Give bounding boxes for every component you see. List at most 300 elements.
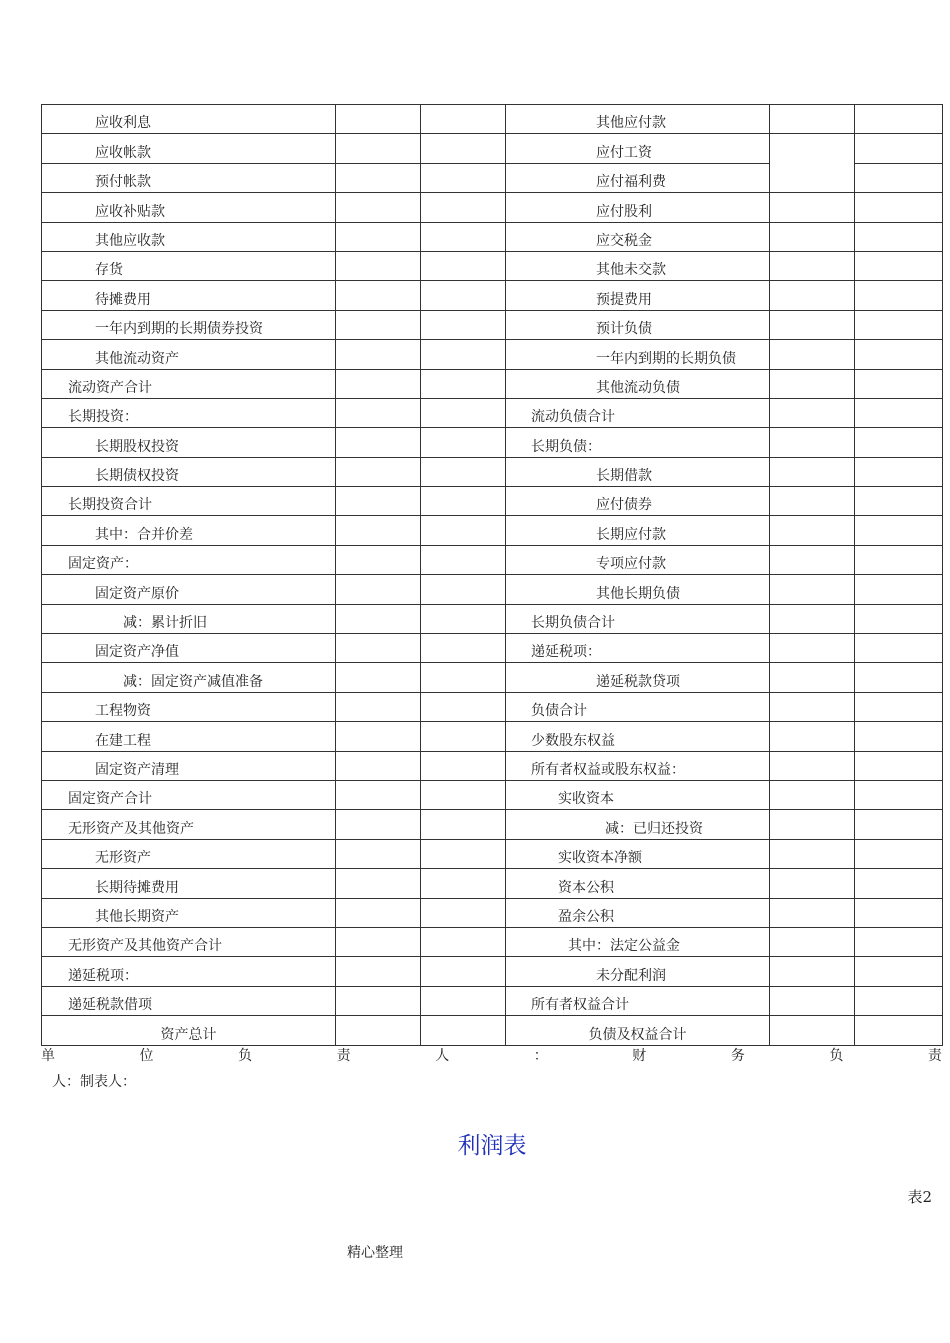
table-row	[42, 340, 943, 369]
liability-item-label: 预提费用	[596, 291, 652, 308]
table-row	[42, 869, 943, 898]
asset-value-cell	[336, 751, 421, 780]
asset-value-cell	[421, 134, 506, 163]
liability-value-cell	[770, 105, 855, 134]
asset-value-cell	[421, 751, 506, 780]
asset-item-label: 固定资产：	[68, 556, 138, 573]
asset-value-cell	[336, 692, 421, 721]
asset-item-label: 长期股权投资	[95, 438, 179, 455]
liability-item-cell	[506, 780, 770, 809]
asset-value-cell	[421, 604, 506, 633]
liability-value-cell	[855, 898, 943, 927]
table-row	[42, 780, 943, 809]
table-row	[42, 927, 943, 956]
asset-value-cell	[336, 927, 421, 956]
liability-value-cell	[770, 957, 855, 986]
table-row	[42, 810, 943, 839]
liability-item-label: 一年内到期的长期负债	[596, 350, 736, 367]
asset-item-cell	[42, 428, 336, 457]
asset-value-cell	[421, 780, 506, 809]
liability-value-cell	[855, 105, 943, 134]
asset-item-label: 递延税款借项	[68, 997, 152, 1014]
liability-value-cell	[770, 575, 855, 604]
asset-item-cell	[42, 957, 336, 986]
liability-item-label: 减：已归还投资	[605, 820, 703, 837]
asset-item-cell	[42, 457, 336, 486]
liability-item-label: 其中：法定公益金	[568, 938, 680, 955]
liability-item-label: 实收资本	[558, 791, 614, 808]
liability-item-cell	[506, 398, 770, 427]
asset-value-cell	[421, 692, 506, 721]
asset-value-cell	[421, 957, 506, 986]
liability-value-cell	[770, 310, 855, 339]
asset-item-cell	[42, 986, 336, 1015]
asset-item-cell	[42, 134, 336, 163]
liability-item-label: 盈余公积	[558, 908, 614, 925]
liability-value-cell	[855, 722, 943, 751]
liability-item-cell	[506, 428, 770, 457]
asset-value-cell	[336, 105, 421, 134]
asset-value-cell	[421, 193, 506, 222]
asset-value-cell	[421, 545, 506, 574]
liability-item-label: 应交税金	[596, 232, 652, 249]
table-row	[42, 634, 943, 663]
liability-item-cell	[506, 722, 770, 751]
asset-value-cell	[421, 310, 506, 339]
liability-value-cell	[855, 487, 943, 516]
liability-value-cell	[770, 369, 855, 398]
table-row	[42, 398, 943, 427]
table-row	[42, 134, 943, 163]
asset-item-cell	[42, 722, 336, 751]
asset-item-cell	[42, 839, 336, 868]
signature-char: 位	[139, 1048, 154, 1064]
table-row	[42, 545, 943, 574]
asset-value-cell	[421, 839, 506, 868]
table-row	[42, 957, 943, 986]
asset-item-label: 固定资产清理	[95, 761, 179, 778]
table-row	[42, 310, 943, 339]
liability-item-label: 资本公积	[558, 879, 614, 896]
liability-item-label: 应付福利费	[596, 174, 666, 191]
asset-value-cell	[421, 369, 506, 398]
liability-value-cell	[770, 222, 855, 251]
asset-value-cell	[336, 663, 421, 692]
asset-value-cell	[336, 545, 421, 574]
asset-item-cell	[42, 898, 336, 927]
liability-item-label: 递延税款贷项	[596, 673, 680, 690]
table-row	[42, 692, 943, 721]
liability-item-cell	[506, 927, 770, 956]
asset-value-cell	[336, 722, 421, 751]
asset-value-cell	[421, 105, 506, 134]
liability-item-cell	[506, 663, 770, 692]
liability-item-label: 递延税项：	[531, 644, 601, 661]
asset-value-cell	[336, 898, 421, 927]
liability-item-label: 长期应付款	[596, 526, 666, 543]
liability-item-label: 应付债券	[596, 497, 652, 514]
table-row	[42, 281, 943, 310]
liability-value-cell	[770, 634, 855, 663]
liability-value-cell	[770, 898, 855, 927]
asset-item-cell	[42, 310, 336, 339]
asset-item-cell	[42, 105, 336, 134]
liability-value-cell	[770, 986, 855, 1015]
liability-item-cell	[506, 634, 770, 663]
liability-item-cell	[506, 134, 770, 163]
asset-item-cell	[42, 604, 336, 633]
asset-item-cell	[42, 398, 336, 427]
signature-char: 单	[41, 1048, 55, 1064]
asset-value-cell	[336, 163, 421, 192]
asset-value-cell	[421, 1016, 506, 1045]
table-row	[42, 839, 943, 868]
liability-value-cell	[770, 780, 855, 809]
liability-value-cell	[855, 222, 943, 251]
liability-item-cell	[506, 457, 770, 486]
liability-item-cell	[506, 1016, 770, 1045]
table-row	[42, 663, 943, 692]
asset-item-cell	[42, 281, 336, 310]
liability-value-cell	[855, 398, 943, 427]
liability-value-cell	[770, 398, 855, 427]
asset-item-label: 预付帐款	[95, 174, 151, 191]
footer-text: 精心整理	[347, 1245, 403, 1261]
liability-item-cell	[506, 604, 770, 633]
liability-value-cell	[855, 369, 943, 398]
liability-item-cell	[506, 986, 770, 1015]
liability-value-cell	[770, 193, 855, 222]
liability-value-cell	[770, 545, 855, 574]
liability-value-cell	[855, 310, 943, 339]
liability-item-cell	[506, 545, 770, 574]
signature-char: 人	[435, 1048, 450, 1064]
asset-value-cell	[421, 281, 506, 310]
liability-item-label: 预计负债	[596, 321, 652, 338]
asset-item-label: 其中：合并价差	[95, 526, 193, 543]
asset-item-cell	[42, 780, 336, 809]
signature-char: 责	[336, 1048, 351, 1064]
asset-item-label: 无形资产及其他资产	[68, 820, 194, 837]
asset-item-label: 应收补贴款	[95, 203, 165, 220]
liability-item-cell	[506, 193, 770, 222]
liability-item-cell	[506, 869, 770, 898]
asset-value-cell	[336, 810, 421, 839]
asset-item-cell	[42, 251, 336, 280]
asset-value-cell	[421, 163, 506, 192]
liability-value-cell	[770, 487, 855, 516]
liability-value-cell	[770, 251, 855, 280]
liability-item-label: 应付股利	[596, 203, 652, 220]
table-row	[42, 604, 943, 633]
table-row	[42, 487, 943, 516]
liability-value-cell	[770, 839, 855, 868]
table-row	[42, 222, 943, 251]
asset-value-cell	[336, 281, 421, 310]
asset-item-label: 固定资产原价	[95, 585, 179, 602]
liability-item-cell	[506, 487, 770, 516]
asset-value-cell	[421, 986, 506, 1015]
liability-item-label: 长期负债：	[531, 438, 601, 455]
liability-value-cell	[855, 869, 943, 898]
liability-value-cell	[770, 722, 855, 751]
liability-value-cell	[855, 634, 943, 663]
asset-value-cell	[421, 898, 506, 927]
liability-value-cell	[855, 663, 943, 692]
table-row	[42, 105, 943, 134]
liability-value-cell	[855, 457, 943, 486]
asset-value-cell	[336, 604, 421, 633]
table-row	[42, 251, 943, 280]
liability-value-cell	[855, 428, 943, 457]
liability-value-cell	[770, 134, 855, 193]
liability-value-cell	[855, 986, 943, 1015]
asset-item-label: 减：累计折旧	[123, 615, 207, 632]
asset-item-label: 其他长期资产	[95, 908, 179, 925]
signature-line	[41, 1045, 942, 1065]
asset-item-label: 固定资产合计	[68, 791, 152, 808]
asset-value-cell	[336, 310, 421, 339]
asset-item-label: 应收帐款	[95, 144, 151, 161]
liability-item-label: 应付工资	[596, 144, 652, 161]
table-row	[42, 193, 943, 222]
asset-item-label: 资产总计	[160, 1026, 217, 1043]
asset-item-cell	[42, 516, 336, 545]
liability-value-cell	[770, 281, 855, 310]
liability-value-cell	[855, 839, 943, 868]
asset-value-cell	[336, 516, 421, 545]
liability-item-cell	[506, 839, 770, 868]
asset-item-cell	[42, 692, 336, 721]
asset-value-cell	[421, 663, 506, 692]
asset-item-label: 长期债权投资	[95, 468, 179, 485]
liability-item-cell	[506, 751, 770, 780]
liability-item-cell	[506, 898, 770, 927]
signature-char: 财	[632, 1048, 647, 1064]
liability-value-cell	[855, 251, 943, 280]
table-row	[42, 898, 943, 927]
asset-value-cell	[421, 575, 506, 604]
table-row	[42, 986, 943, 1015]
table-row	[42, 722, 943, 751]
liability-value-cell	[770, 663, 855, 692]
asset-item-label: 递延税项：	[68, 967, 138, 984]
table-row	[42, 1016, 943, 1045]
liability-item-cell	[506, 222, 770, 251]
asset-item-label: 流动资产合计	[68, 379, 152, 396]
liability-item-label: 所有者权益或股东权益：	[531, 761, 685, 778]
asset-item-cell	[42, 369, 336, 398]
asset-value-cell	[421, 222, 506, 251]
liability-item-label: 流动负债合计	[531, 409, 615, 426]
asset-value-cell	[336, 869, 421, 898]
liability-value-cell	[855, 927, 943, 956]
liability-value-cell	[855, 163, 943, 192]
asset-item-cell	[42, 340, 336, 369]
asset-item-cell	[42, 487, 336, 516]
asset-item-label: 长期投资合计	[68, 497, 152, 514]
asset-item-label: 其他应收款	[95, 232, 165, 249]
liability-item-label: 长期借款	[596, 468, 652, 485]
asset-value-cell	[336, 428, 421, 457]
liability-item-label: 其他流动负债	[596, 379, 680, 396]
liability-value-cell	[855, 193, 943, 222]
asset-value-cell	[421, 487, 506, 516]
liability-item-label: 其他未交款	[596, 262, 666, 279]
liability-value-cell	[770, 810, 855, 839]
asset-value-cell	[421, 634, 506, 663]
asset-value-cell	[336, 251, 421, 280]
asset-value-cell	[336, 134, 421, 163]
signature-line-continued: 人：制表人：	[52, 1074, 136, 1090]
liability-value-cell	[855, 780, 943, 809]
asset-item-label: 无形资产及其他资产合计	[68, 938, 222, 955]
liability-item-cell	[506, 957, 770, 986]
asset-item-label: 一年内到期的长期债券投资	[95, 321, 263, 338]
asset-item-cell	[42, 575, 336, 604]
liability-value-cell	[855, 575, 943, 604]
liability-value-cell	[855, 134, 943, 163]
asset-value-cell	[421, 398, 506, 427]
asset-value-cell	[336, 222, 421, 251]
asset-value-cell	[421, 457, 506, 486]
liability-item-label: 负债及权益合计	[588, 1026, 687, 1043]
balance-sheet-table	[41, 104, 943, 1046]
signature-char: 务	[730, 1048, 745, 1064]
asset-value-cell	[336, 986, 421, 1015]
liability-value-cell	[770, 869, 855, 898]
income-statement-title: 利润表	[457, 1133, 527, 1159]
liability-item-cell	[506, 105, 770, 134]
asset-item-label: 减：固定资产减值准备	[123, 673, 263, 690]
asset-item-label: 工程物资	[95, 703, 151, 720]
liability-item-cell	[506, 281, 770, 310]
table-row	[42, 751, 943, 780]
table-row	[42, 516, 943, 545]
liability-item-cell	[506, 575, 770, 604]
asset-value-cell	[336, 487, 421, 516]
liability-item-cell	[506, 810, 770, 839]
liability-item-cell	[506, 692, 770, 721]
asset-item-cell	[42, 634, 336, 663]
signature-char: 负	[238, 1048, 253, 1064]
liability-value-cell	[855, 957, 943, 986]
asset-value-cell	[421, 428, 506, 457]
asset-item-label: 待摊费用	[95, 291, 151, 308]
asset-value-cell	[336, 369, 421, 398]
liability-item-label: 其他应付款	[596, 115, 666, 132]
asset-item-label: 在建工程	[95, 732, 151, 749]
liability-item-label: 未分配利润	[596, 967, 666, 984]
asset-value-cell	[336, 839, 421, 868]
signature-char: 负	[829, 1048, 844, 1064]
liability-value-cell	[770, 457, 855, 486]
liability-value-cell	[770, 692, 855, 721]
signature-char: 责	[927, 1048, 942, 1064]
asset-item-label: 其他流动资产	[95, 350, 179, 367]
asset-value-cell	[336, 957, 421, 986]
asset-item-cell	[42, 663, 336, 692]
asset-value-cell	[421, 340, 506, 369]
liability-item-cell	[506, 251, 770, 280]
asset-value-cell	[421, 810, 506, 839]
liability-value-cell	[855, 1016, 943, 1045]
liability-item-label: 所有者权益合计	[531, 997, 629, 1014]
asset-item-cell	[42, 545, 336, 574]
table-row	[42, 457, 943, 486]
asset-value-cell	[421, 869, 506, 898]
liability-value-cell	[855, 810, 943, 839]
asset-item-label: 固定资产净值	[95, 644, 179, 661]
liability-value-cell	[855, 340, 943, 369]
table-row	[42, 575, 943, 604]
asset-item-cell	[42, 222, 336, 251]
liability-item-cell	[506, 163, 770, 192]
liability-item-label: 实收资本净额	[558, 850, 642, 867]
liability-item-cell	[506, 340, 770, 369]
asset-item-cell	[42, 869, 336, 898]
asset-item-label: 存货	[95, 262, 123, 279]
asset-item-cell	[42, 751, 336, 780]
liability-item-label: 专项应付款	[596, 556, 666, 573]
liability-item-label: 其他长期负债	[596, 585, 680, 602]
liability-value-cell	[770, 516, 855, 545]
liability-value-cell	[855, 604, 943, 633]
liability-value-cell	[855, 751, 943, 780]
liability-value-cell	[770, 1016, 855, 1045]
asset-item-cell	[42, 810, 336, 839]
liability-value-cell	[770, 604, 855, 633]
asset-value-cell	[336, 398, 421, 427]
liability-value-cell	[770, 751, 855, 780]
asset-value-cell	[421, 516, 506, 545]
asset-value-cell	[336, 780, 421, 809]
table-row	[42, 428, 943, 457]
asset-item-cell	[42, 193, 336, 222]
asset-value-cell	[336, 575, 421, 604]
asset-value-cell	[421, 722, 506, 751]
signature-char: ：	[533, 1048, 548, 1064]
asset-value-cell	[421, 251, 506, 280]
liability-value-cell	[855, 281, 943, 310]
asset-value-cell	[336, 457, 421, 486]
liability-item-cell	[506, 369, 770, 398]
asset-item-cell	[42, 1016, 336, 1045]
table-row	[42, 369, 943, 398]
liability-item-cell	[506, 516, 770, 545]
liability-item-label: 少数股东权益	[531, 732, 615, 749]
asset-value-cell	[421, 927, 506, 956]
asset-item-cell	[42, 163, 336, 192]
liability-value-cell	[770, 927, 855, 956]
liability-value-cell	[855, 516, 943, 545]
asset-item-label: 长期投资：	[68, 409, 138, 426]
asset-item-label: 长期待摊费用	[95, 879, 179, 896]
asset-item-cell	[42, 927, 336, 956]
liability-value-cell	[770, 428, 855, 457]
liability-item-label: 负债合计	[531, 703, 587, 720]
table-number: 表2	[907, 1188, 932, 1206]
asset-item-label: 无形资产	[95, 850, 151, 867]
asset-value-cell	[336, 634, 421, 663]
liability-item-label: 长期负债合计	[531, 615, 615, 632]
liability-value-cell	[855, 545, 943, 574]
asset-item-label: 应收利息	[95, 115, 151, 132]
asset-value-cell	[336, 340, 421, 369]
liability-item-cell	[506, 310, 770, 339]
liability-value-cell	[770, 340, 855, 369]
asset-value-cell	[336, 193, 421, 222]
